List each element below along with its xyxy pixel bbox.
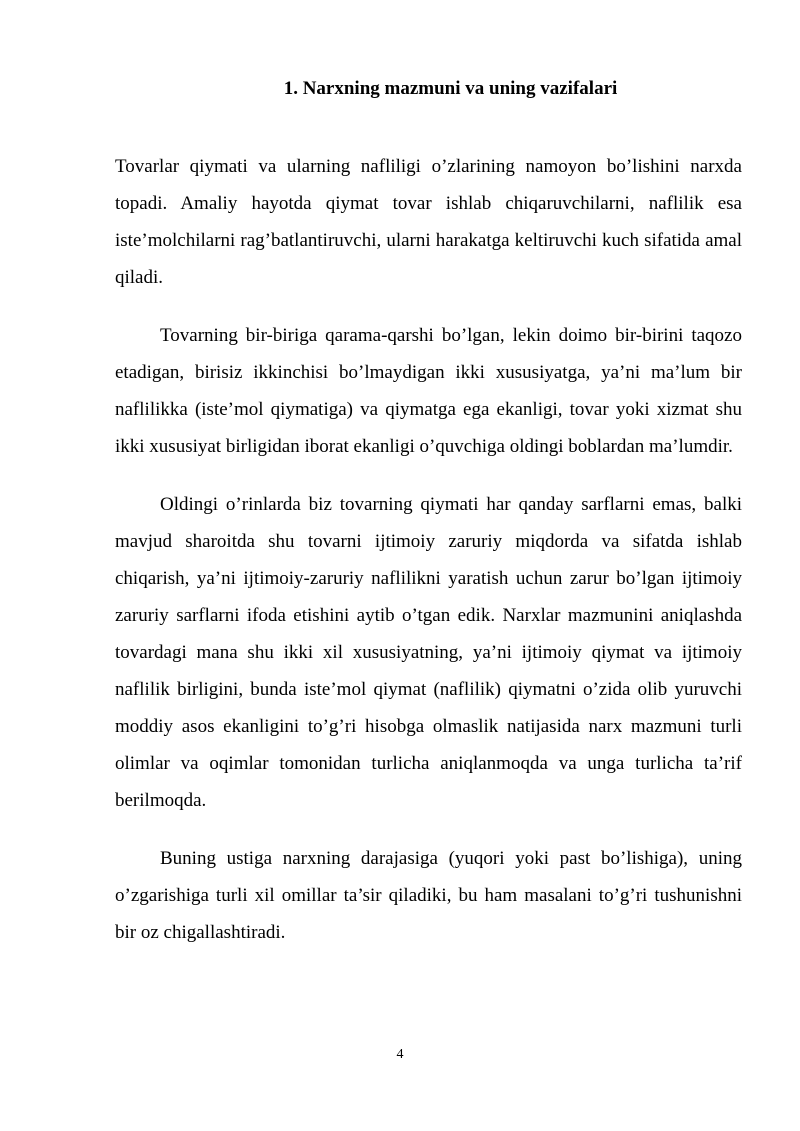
paragraph-4: Buning ustiga narxning darajasiga (yuqori yoki past bo’lishiga), uning o’zgarishiga turli xil omillar ta’sir qiladiki, bu ham masalani to’g’ri tushunishni bir oz chigallashtiradi. bbox=[115, 848, 742, 943]
paragraph-1: Tovarlar qiymati va ularning nafliligi o’zlarining namoyon bo’lishini narxda topadi. Amaliy hayotda qiymat tovar ishlab chiqaruvchilarni, naflilik esa iste’molchilarni rag’batlantiruvchi, ularni harakatga keltiruvchi kuch sifatida amal qiladi. bbox=[115, 156, 742, 288]
page-number: 4 bbox=[396, 1047, 404, 1062]
paragraph-2: Tovarning bir-biriga qarama-qarshi bo’lgan, lekin doimo bir-birini taqozo etadigan, birisiz ikkinchisi bo’lmaydigan ikki xususiyatga, ya’ni ma’lum bir naflilikka (iste’mol qiymatiga) va qiymatga ega ekanligi, tovar yoki xizmat shu ikki xususiyat birligidan iborat ekanligi o’quvchiga oldingi boblardan ma’lumdir. bbox=[115, 325, 742, 457]
section-title: 1. Narxning mazmuni va uning vazifalari bbox=[283, 78, 618, 99]
paragraph-3: Oldingi o’rinlarda biz tovarning qiymati har qanday sarflarni emas, balki mavjud sharoitda shu tovarni ijtimoiy zaruriy miqdorda va sifatda ishlab chiqarish, ya’ni ijtimoiy-zaruriy naflilikni yaratish uchun zarur bo’lgan ijtimoiy zaruriy sarflarni ifoda etishini aytib o’tgan edik. Narxlar mazmunini aniqlashda tovardagi mana shu ikki xil xususiyatning, ya’ni ijtimoiy qiymat va ijtimoiy naflilik birligini, bunda iste’mol qiymat (naflilik) qiymatni o’zida olib yuruvchi moddiy asos ekanligini to’g’ri hisobga olmaslik natijasida narx mazmuni turli olimlar va oqimlar tomonidan turlicha aniqlanmoqda va unga turlicha ta’rif berilmoqda. bbox=[115, 494, 742, 811]
body-text bbox=[115, 148, 742, 972]
